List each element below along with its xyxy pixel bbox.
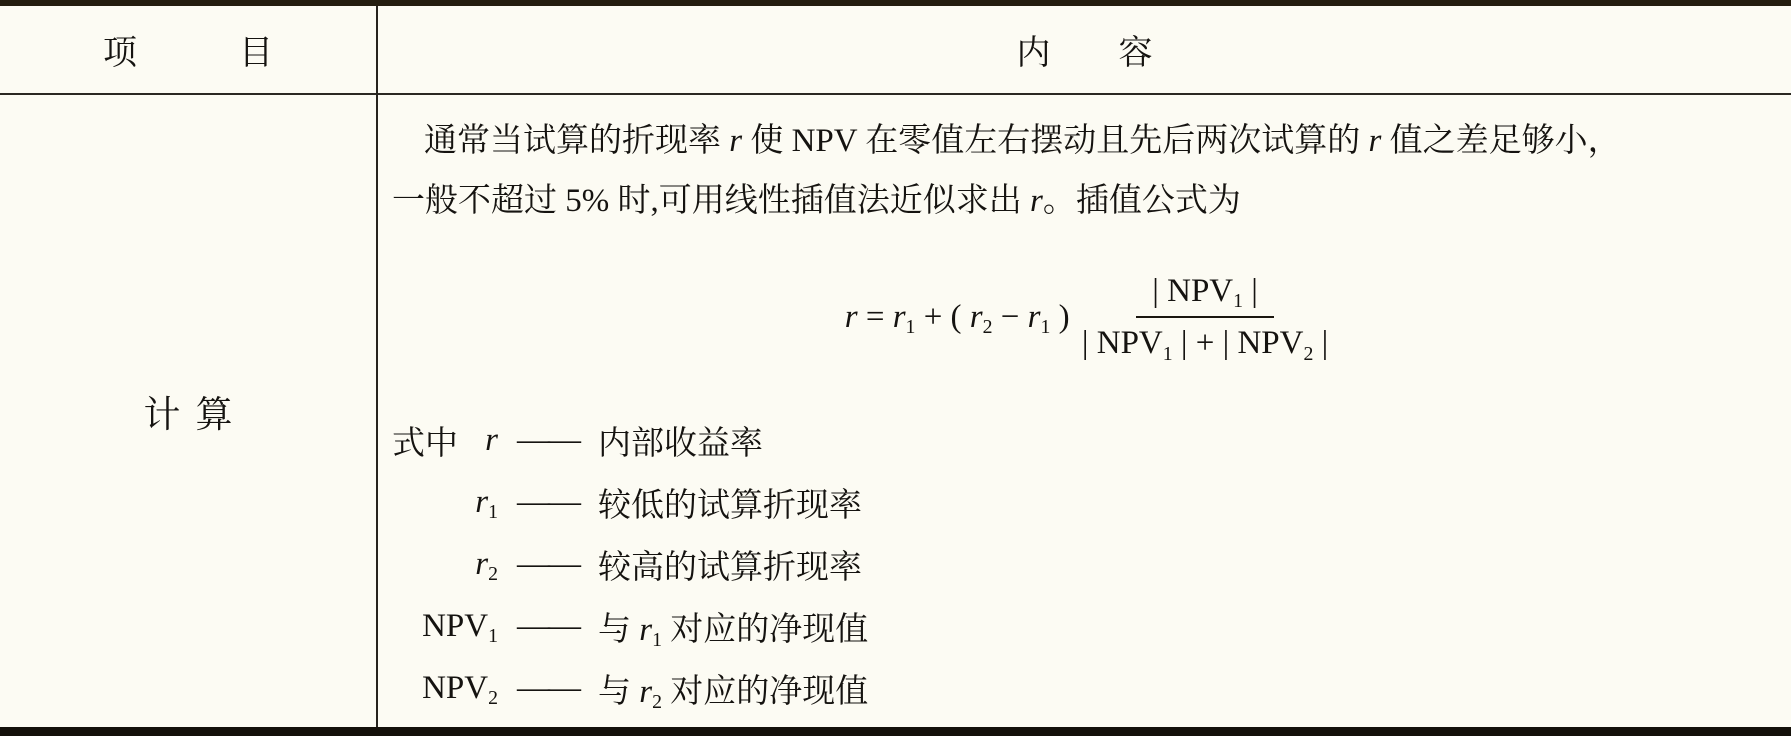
- definition-desc: [598, 417, 763, 464]
- definition-row: [392, 471, 1781, 533]
- text-segment: 2: [1303, 342, 1314, 365]
- text-segment: NPV: [422, 607, 489, 644]
- paragraph-line-1: [392, 111, 1781, 171]
- text-segment: 值之差足够小，: [1381, 123, 1621, 159]
- definition-row: [392, 595, 1781, 657]
- text-segment: NPV: [422, 669, 489, 706]
- body-cell-item: [0, 95, 376, 727]
- text-segment: | NPV: [1152, 272, 1234, 309]
- text-segment: 1: [652, 629, 662, 652]
- interpolation-formula: [392, 261, 1781, 373]
- symbol-definitions: [392, 409, 1781, 719]
- definition-term-cell: [392, 669, 498, 710]
- definition-term-cell: [392, 607, 498, 648]
- row-item-label: 计算: [143, 395, 248, 436]
- text-segment: 1: [488, 501, 498, 524]
- definition-desc: [598, 603, 868, 650]
- header-cell-item: [0, 6, 376, 93]
- header-content-label: 内 容: [1016, 35, 1153, 72]
- formula-fraction: [1081, 272, 1329, 365]
- text-segment: r: [892, 298, 906, 335]
- text-segment: 2: [488, 687, 498, 710]
- text-segment: −: [992, 298, 1028, 335]
- definition-row: [392, 533, 1781, 595]
- text-segment: 一般不超过 5% 时,可用线性插值法近似求出: [392, 183, 1030, 219]
- definition-term-cell: [392, 545, 498, 586]
- definition-row: [392, 409, 1781, 471]
- definition-desc: [598, 479, 862, 526]
- text-segment: =: [857, 298, 893, 335]
- text-segment: 。插值公式为: [1042, 183, 1241, 219]
- definition-desc: [598, 541, 862, 588]
- text-segment: 2: [488, 563, 498, 586]
- definition-desc: [598, 665, 868, 712]
- text-segment: 与: [598, 611, 640, 648]
- text-segment: r: [475, 545, 489, 582]
- text-segment: r: [639, 673, 653, 710]
- definition-row: [392, 657, 1781, 719]
- definition-term: [475, 483, 498, 524]
- definition-term-cell: [392, 483, 498, 524]
- text-segment: 通常当试算的折现率: [424, 123, 730, 159]
- text-segment: 较高的试算折现率: [598, 549, 862, 586]
- formula-lhs: [844, 298, 1078, 339]
- text-segment: r: [969, 298, 983, 335]
- paragraph-line-2: [392, 171, 1781, 231]
- text-segment: |: [1243, 272, 1258, 309]
- definition-dash: ——: [517, 607, 579, 644]
- text-segment: |: [1313, 325, 1329, 361]
- text-segment: r: [485, 421, 498, 458]
- text-segment: 2: [652, 691, 662, 714]
- formula-denominator: [1081, 318, 1329, 365]
- text-segment: 内部收益率: [598, 425, 763, 462]
- text-segment: 1: [488, 625, 498, 648]
- definition-term: [422, 669, 498, 710]
- header-item-label: 项 目: [103, 35, 273, 72]
- definition-term: [422, 607, 498, 648]
- text-segment: 对应的净现值: [661, 673, 869, 710]
- formula-numerator: [1136, 273, 1274, 318]
- text-segment: 对应的净现值: [661, 611, 869, 648]
- definition-dash: ——: [517, 421, 579, 458]
- definition-term: [475, 545, 498, 586]
- text-segment: r: [1027, 298, 1041, 335]
- text-segment: 使 NPV 在零值左右摆动且先后两次试算的: [742, 123, 1369, 159]
- text-segment: r: [475, 483, 489, 520]
- text-segment: r: [1368, 123, 1382, 159]
- header-cell-content: [378, 6, 1791, 93]
- definition-dash: ——: [517, 669, 579, 706]
- text-segment: 1: [1233, 290, 1244, 313]
- table-bottom-rule: [0, 727, 1791, 736]
- text-segment: 与: [598, 673, 640, 710]
- text-segment: 2: [982, 316, 993, 339]
- text-segment: 1: [905, 316, 916, 339]
- definition-dash: ——: [517, 545, 579, 582]
- text-segment: r: [1030, 183, 1043, 219]
- definition-term-cell: [392, 417, 498, 464]
- text-segment: 1: [1162, 342, 1173, 365]
- body-cell-content: [378, 95, 1791, 727]
- text-segment: r: [639, 611, 653, 648]
- text-segment: 较低的试算折现率: [598, 487, 862, 524]
- text-segment: r: [844, 298, 858, 335]
- definitions-prefix: 式中: [392, 425, 458, 462]
- text-segment: r: [729, 123, 743, 159]
- text-segment: 1: [1040, 316, 1051, 339]
- definition-term: [485, 422, 498, 459]
- text-segment: ): [1050, 298, 1078, 335]
- text-segment: | + | NPV: [1172, 325, 1304, 361]
- definition-dash: ——: [517, 483, 579, 520]
- text-segment: | NPV: [1081, 325, 1163, 361]
- text-segment: + (: [915, 298, 970, 335]
